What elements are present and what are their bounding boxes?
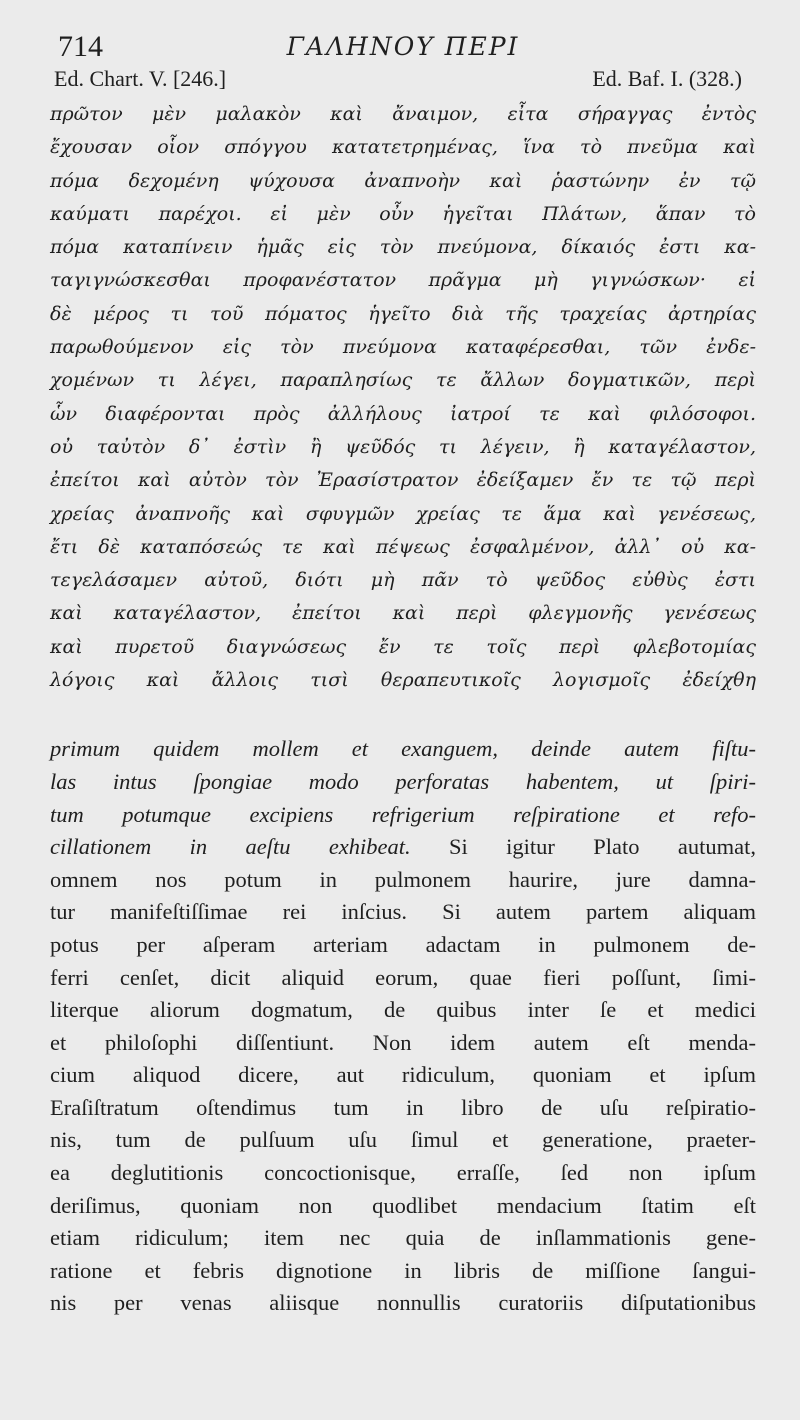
latin-line: las intus ſpongiae modo perforatas habentem, ut ſpiri- <box>50 768 756 794</box>
page-header <box>50 22 756 64</box>
latin-line: ferri cenſet, dicit aliquid eorum, quae fieri poſſunt, ſimi- <box>50 964 756 990</box>
latin-line: Eraſiſtratum oſtendimus tum in libro de uſu reſpiratio- <box>50 1094 756 1120</box>
latin-roman-run: Si igitur Plato autumat, <box>449 834 756 860</box>
greek-line: καὶ πυρετοῦ διαγνώσεως ἔν τε τοῖς περὶ φλεβοτομίας <box>50 635 756 658</box>
greek-line: χομένων τι λέγει, παραπλησίως τε ἄλλων δογματικῶν, περὶ <box>50 369 756 392</box>
greek-line: πρῶτον μὲν μαλακὸν καὶ ἄναιμον, εἶτα σήραγγας ἐντὸς <box>50 103 756 125</box>
latin-line: potus per aſperam arteriam adactam in pulmonem de- <box>50 931 756 957</box>
greek-line: ὧν διαφέρονται πρὸς ἀλλήλους ἰατροί τε καὶ φιλόσοφοι. <box>50 402 756 425</box>
latin-line: nis, tum de pulſuum uſu ſimul et generatione, praeter- <box>50 1127 756 1153</box>
greek-line: ταγιγνώσκεσθαι προφανέστατον πρᾶγμα μὴ γιγνώσκων· εἰ <box>50 269 756 292</box>
greek-line: καὶ καταγέλαστον, ἐπείτοι καὶ περὶ φλεγμονῆς γενέσεως <box>50 602 756 625</box>
latin-text-block <box>50 733 756 1320</box>
latin-line: et philoſophi diſſentiunt. Non idem autem eſt menda- <box>50 1029 756 1055</box>
page-number: 714 <box>58 30 103 63</box>
latin-line: tur manifeſtiſſimae rei inſcius. Si autem partem aliquam <box>50 899 756 925</box>
latin-line: tum potumque excipiens refrigerium reſpiratione et refo- <box>50 801 756 827</box>
greek-line: καύματι παρέχοι. εἰ μὲν οὖν ἡγεῖται Πλάτων, ἅπαν τὸ <box>50 202 756 225</box>
latin-italic-run: cillationem in aeſtu exhibeat. <box>50 834 411 860</box>
running-title: ΓΑΛΗΝΟΥ ΠΕΡΙ <box>286 32 520 61</box>
greek-line: τεγελάσαμεν αὐτοῦ, διότι μὴ πᾶν τὸ ψεῦδος εὐθὺς ἐστι <box>50 569 756 592</box>
greek-line: πόμα καταπίνειν ἡμᾶς εἰς τὸν πνεύμονα, δίκαιός ἐστι κα- <box>50 236 756 259</box>
greek-line: πόμα δεχομένη ψύχουσα ἀναπνοὴν καὶ ῥαστώνην ἐν τῷ <box>50 169 756 192</box>
greek-line: χρείας ἀναπνοῆς καὶ σφυγμῶν χρείας τε ἅμα καὶ γενέσεως, <box>50 502 756 525</box>
greek-line: ἐπείτοι καὶ αὐτὸν τὸν Ἐρασίστρατον ἐδείξαμεν ἔν τε τῷ περὶ <box>50 469 756 492</box>
greek-line: δὲ μέρος τι τοῦ πόματος ἡγεῖτο διὰ τῆς τραχείας ἀρτηρίας <box>50 302 756 325</box>
latin-line: deriſimus, quoniam non quodlibet mendacium ſtatim eſt <box>50 1192 756 1218</box>
greek-text-block <box>50 98 756 697</box>
latin-line: ratione et febris dignotione in libris de miſſione ſangui- <box>50 1257 756 1283</box>
latin-line: primum quidem mollem et exanguem, deinde autem fiſtu- <box>50 736 756 762</box>
edition-left: Ed. Chart. V. [246.] <box>54 66 227 91</box>
greek-line: οὐ ταὐτὸν δ᾽ ἐστὶν ἢ ψεῦδός τι λέγειν, ἢ καταγέλαστον, <box>50 435 756 458</box>
latin-line: ea deglutitionis concoctionisque, erraſſe, ſed non ipſum <box>50 1160 756 1186</box>
greek-line: ἔχουσαν οἷον σπόγγου κατατετρημένας, ἵνα τὸ πνεῦμα καὶ <box>50 136 756 159</box>
latin-line: literque aliorum dogmatum, de quibus inter ſe et medici <box>50 997 756 1023</box>
greek-line: λόγοις καὶ ἄλλοις τισὶ θεραπευτικοῖς λογισμοῖς ἐδείχθη <box>50 669 756 692</box>
latin-line: omnem nos potum in pulmonem haurire, jure damna- <box>50 866 756 892</box>
latin-line: etiam ridiculum; item nec quia de inſlammationis gene- <box>50 1225 756 1251</box>
latin-line: nis per venas aliisque nonnullis curatoriis diſputationibus <box>50 1290 756 1316</box>
greek-line: παρωθούμενον εἰς τὸν πνεύμονα καταφέρεσθαι, τῶν ἐνδε- <box>50 336 756 359</box>
edition-references <box>50 66 756 96</box>
latin-line: cium aliquod dicere, aut ridiculum, quoniam et ipſum <box>50 1062 756 1088</box>
edition-right: Ed. Baf. I. (328.) <box>592 66 742 91</box>
greek-line: ἔτι δὲ καταπόσεώς τε καὶ πέψεως ἐσφαλμένον, ἀλλ᾽ οὐ κα- <box>50 535 756 558</box>
latin-line <box>50 831 756 864</box>
